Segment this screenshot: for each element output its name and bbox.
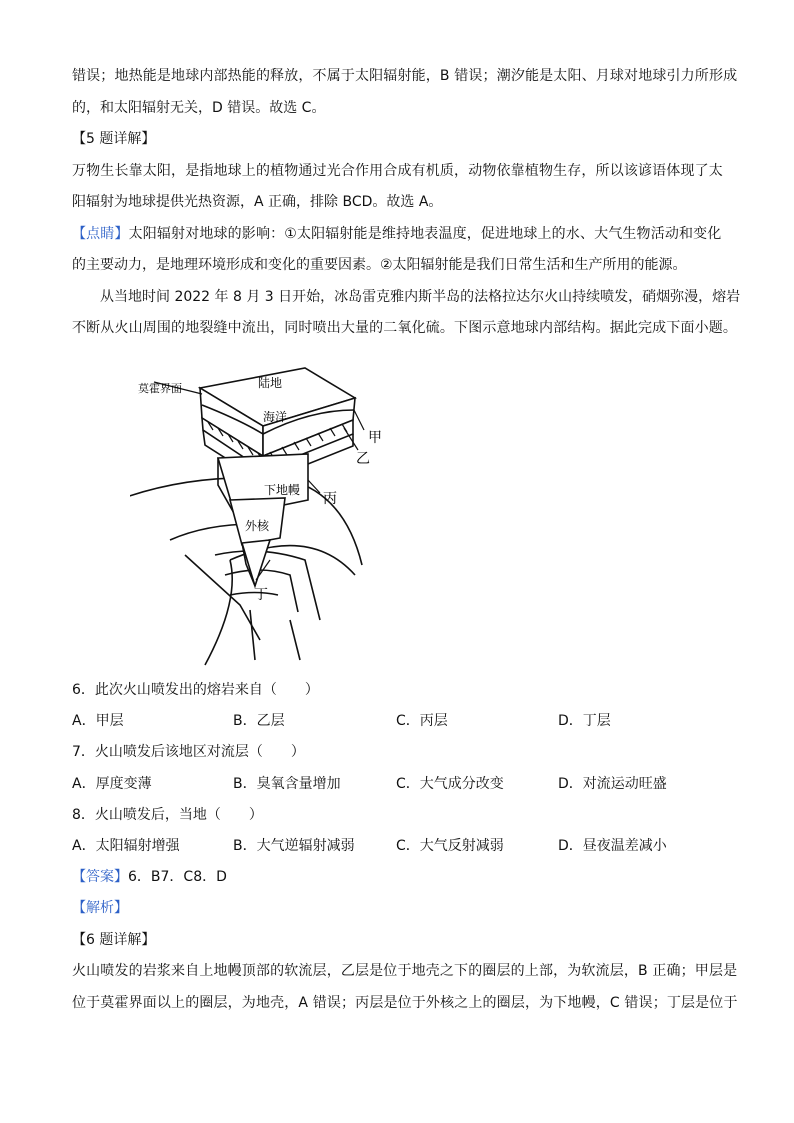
option-c: C．丙层 bbox=[396, 713, 448, 729]
tip-label: 【点睛】 bbox=[72, 226, 129, 242]
label-yi: 乙 bbox=[356, 451, 370, 467]
label-outer-core: 外核 bbox=[244, 519, 270, 533]
section-heading-6: 【6 题详解】 bbox=[72, 932, 156, 948]
option-d: D．丁层 bbox=[558, 713, 611, 729]
option-a: A．太阳辐射增强 bbox=[72, 838, 180, 854]
paragraph-line: 的，和太阳辐射无关，D 错误。故选 C。 bbox=[72, 100, 326, 116]
question-8-stem: 8．火山喷发后，当地（ ） bbox=[72, 807, 263, 823]
option-a: A．厚度变薄 bbox=[72, 776, 152, 792]
label-bing: 丙 bbox=[323, 491, 337, 507]
option-b: B．臭氧含量增加 bbox=[233, 776, 341, 792]
section-heading-5: 【5 题详解】 bbox=[72, 131, 156, 147]
label-jia: 甲 bbox=[368, 430, 382, 446]
paragraph-line: 从当地时间 2022 年 8 月 3 日开始，冰岛雷克雅内斯半岛的法格拉达尔火山持续喷发，硝烟弥漫，熔岩 bbox=[100, 289, 741, 305]
option-a: A．甲层 bbox=[72, 713, 124, 729]
question-7-stem: 7．火山喷发后该地区对流层（ ） bbox=[72, 744, 305, 760]
answer-line bbox=[72, 867, 724, 887]
paragraph-line: 火山喷发的岩浆来自上地幔顶部的软流层，乙层是位于地壳之下的圈层的上部，为软流层，B 正确；甲层是 bbox=[72, 963, 738, 979]
earth-interior-diagram bbox=[130, 350, 390, 670]
question-7-options bbox=[72, 774, 724, 794]
label-land: 陆地 bbox=[257, 376, 283, 390]
label-lower-mantle: 下地幔 bbox=[263, 483, 301, 497]
question-6-options bbox=[72, 711, 724, 731]
tip-line bbox=[72, 224, 724, 244]
option-c: C．大气成分改变 bbox=[396, 776, 504, 792]
paragraph-line: 万物生长靠太阳，是指地球上的植物通过光合作用合成有机质，动物依靠植物生存，所以该谚语体现了太 bbox=[72, 163, 723, 179]
answer-label: 【答案】 bbox=[72, 869, 128, 885]
paragraph-line: 位于莫霍界面以上的圈层，为地壳，A 错误；丙层是位于外核之上的圈层，为下地幔，C 错误；丁层是位于 bbox=[72, 995, 738, 1011]
inner-arc bbox=[205, 546, 355, 665]
option-d: D．对流运动旺盛 bbox=[558, 776, 667, 792]
answer-text: 6．B7．C8．D bbox=[128, 869, 227, 885]
paragraph-line: 不断从火山周围的地裂缝中流出，同时喷出大量的二氧化硫。下图示意地球内部结构。据此完成下面小题。 bbox=[72, 320, 738, 336]
paragraph-line: 错误；地热能是地球内部热能的释放，不属于太阳辐射能，B 错误；潮汐能是太阳、月球对地球引力所形成 bbox=[72, 68, 738, 84]
paragraph-line: 的主要动力，是地理环境形成和变化的重要因素。②太阳辐射能是我们日常生活和生产所用的能源。 bbox=[72, 257, 687, 273]
option-d: D．昼夜温差减小 bbox=[558, 838, 667, 854]
tip-text: 太阳辐射对地球的影响：①太阳辐射能是维持地表温度，促进地球上的水、大气生物活动和变化 bbox=[128, 226, 722, 242]
label-moho: 莫霍界面 bbox=[138, 382, 182, 395]
label-ocean: 海洋 bbox=[262, 410, 288, 424]
question-6-stem: 6．此次火山喷发出的熔岩来自（ ） bbox=[72, 682, 319, 698]
option-b: B．大气逆辐射减弱 bbox=[233, 838, 355, 854]
question-8-options bbox=[72, 836, 724, 856]
label-ding: 丁 bbox=[254, 587, 268, 603]
analysis-label: 【解析】 bbox=[72, 900, 128, 916]
option-b: B．乙层 bbox=[233, 713, 285, 729]
paragraph-line: 阳辐射为地球提供光热资源，A 正确，排除 BCD。故选 A。 bbox=[72, 194, 443, 210]
option-c: C．大气反射减弱 bbox=[396, 838, 504, 854]
